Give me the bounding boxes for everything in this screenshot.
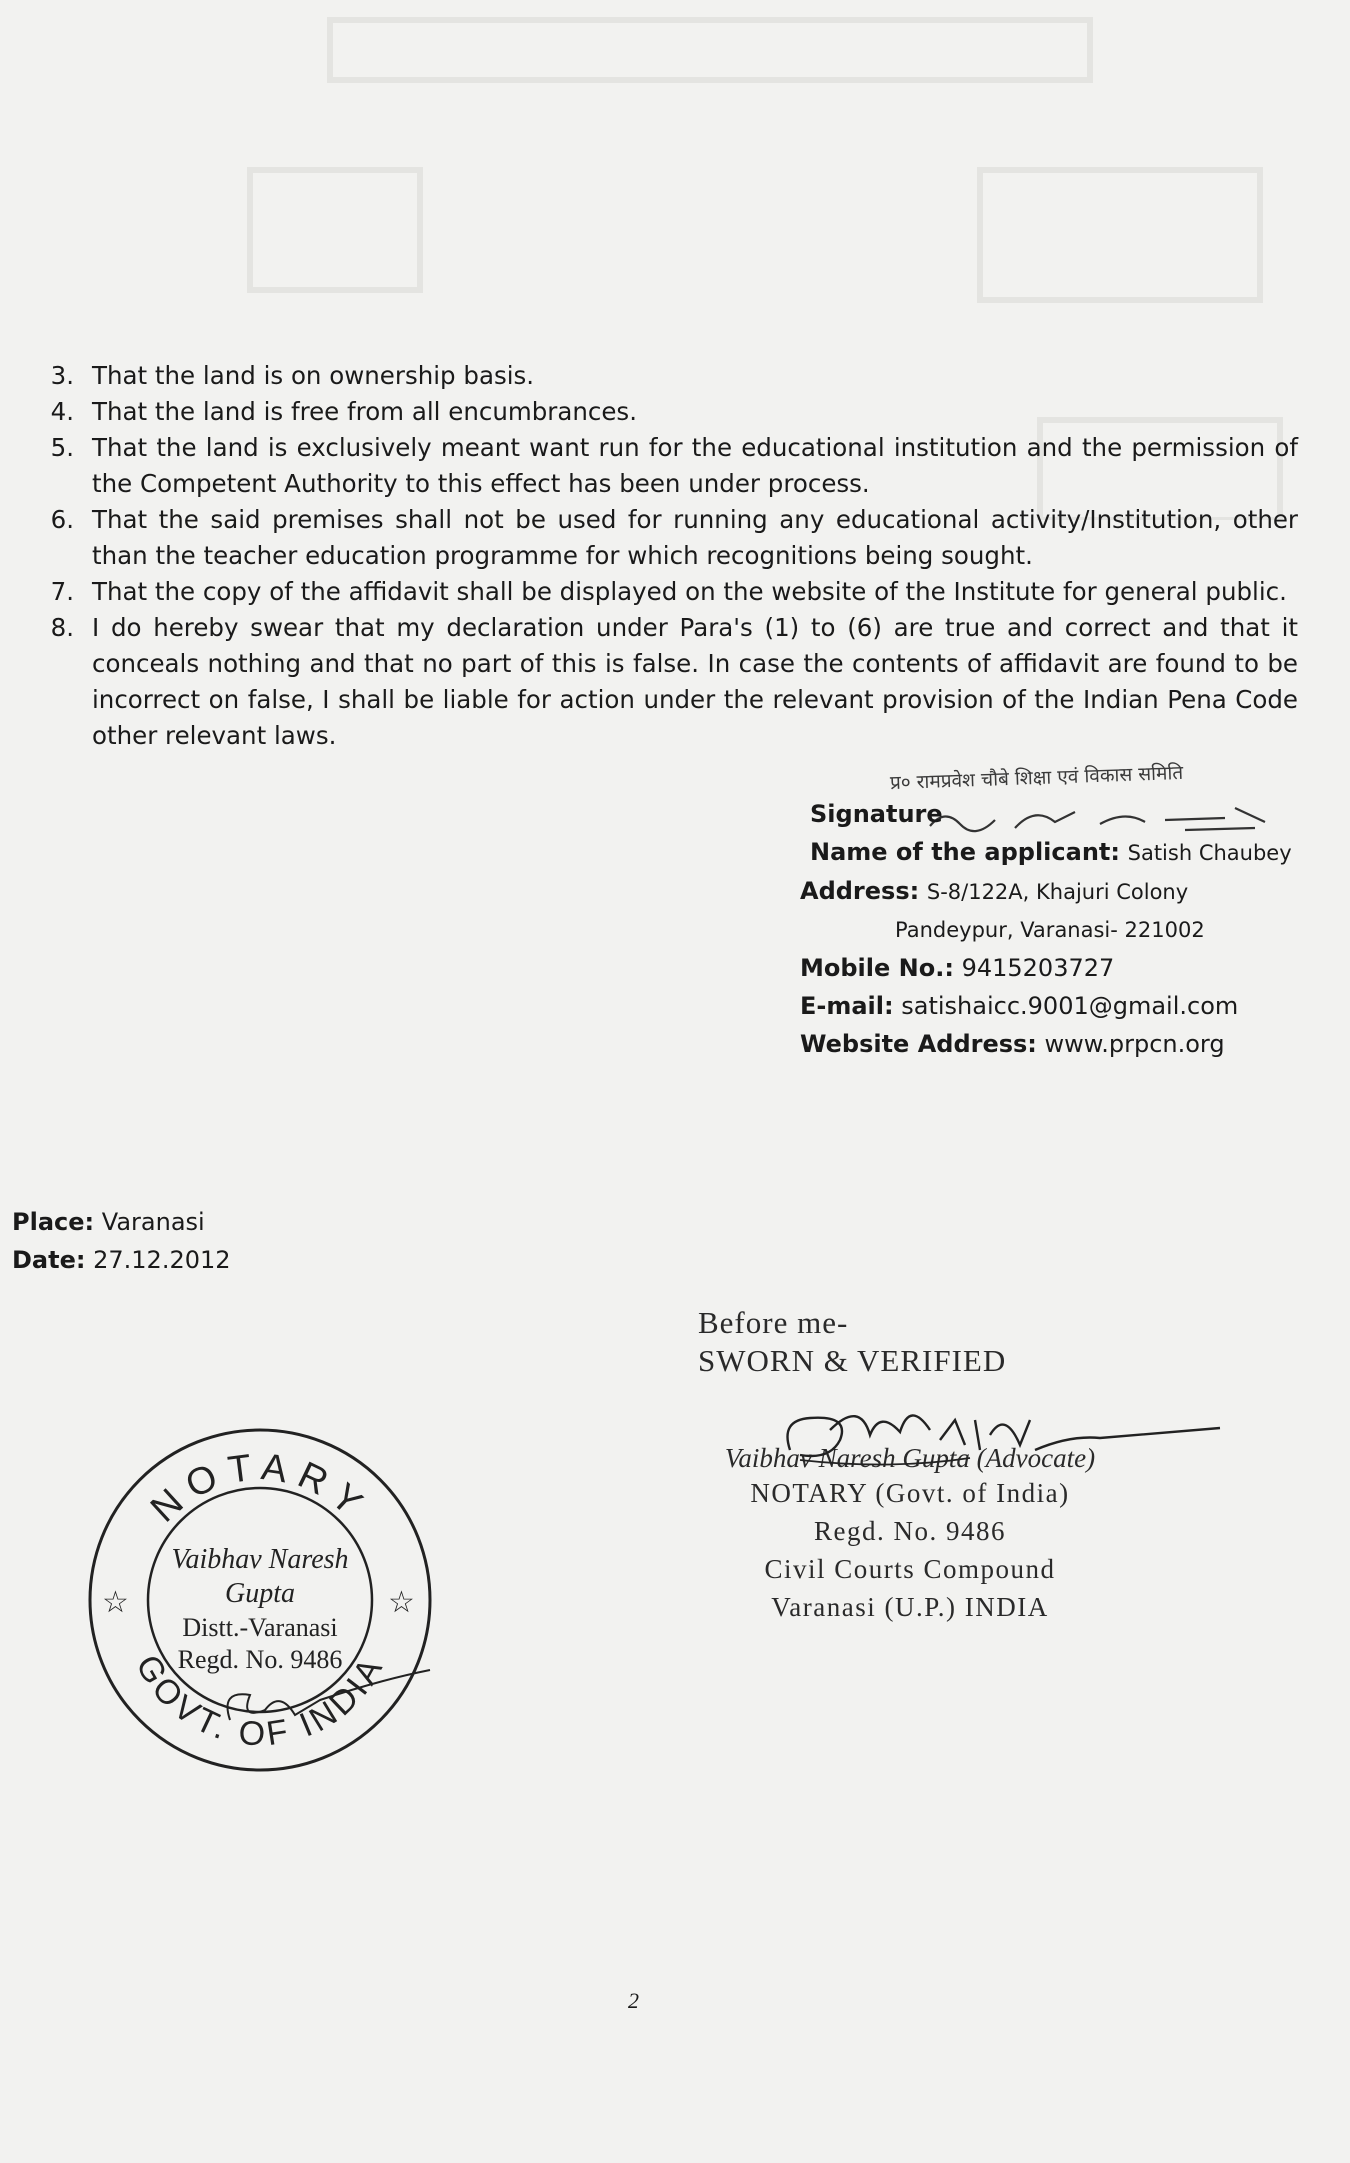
name-row <box>800 833 1292 872</box>
clause-item <box>38 502 1298 574</box>
signature-label: Signature <box>810 800 943 828</box>
notary-line-1: NOTARY (Govt. of India) <box>750 1478 1070 1508</box>
address-line2: Pandeypur, Varanasi- 221002 <box>895 918 1205 942</box>
clause-text: That the land is free from all encumbrances. <box>92 397 637 426</box>
address-label: Address: <box>800 877 920 905</box>
clause-item <box>38 358 1298 394</box>
seal-star-left-icon: ☆ <box>102 1585 129 1620</box>
mobile-row <box>800 949 1292 987</box>
clause-text: That the copy of the affidavit shall be displayed on the website of the Institute for general public. <box>92 577 1287 606</box>
sworn-verified-text: SWORN & VERIFIED <box>698 1343 1007 1378</box>
clause-number: 4. <box>50 397 74 426</box>
email-label: E-mail: <box>800 992 894 1020</box>
mobile-label: Mobile No.: <box>800 954 954 982</box>
notary-signature-scribble <box>770 1380 1230 1490</box>
email-row <box>800 987 1292 1025</box>
affidavit-clauses <box>38 358 1298 754</box>
seal-name-line2: Gupta <box>225 1578 295 1609</box>
notary-seal <box>80 1420 440 1780</box>
clause-item <box>38 394 1298 430</box>
place-label: Place: <box>12 1208 95 1236</box>
address-line1: S-8/122A, Khajuri Colony <box>926 880 1189 904</box>
address-row <box>800 872 1292 911</box>
seal-regd: Regd. No. 9486 <box>177 1645 343 1674</box>
clause-number: 3. <box>50 361 74 390</box>
notary-line-3: Civil Courts Compound <box>764 1554 1056 1584</box>
notary-advocate-name: Vaibhav Naresh Gupta (Advocate) <box>724 1443 1096 1473</box>
place-row <box>12 1203 231 1241</box>
applicant-details <box>800 795 1292 1063</box>
clause-number: 8. <box>50 613 74 642</box>
signature-row <box>800 795 1292 833</box>
clause-text: That the land is exclusively meant want run for the educational institution and the permission of the Competent Authority to this effect has been under process. <box>92 433 1298 498</box>
clause-item <box>38 430 1298 502</box>
hindi-organisation-stamp: प्र० रामप्रवेश चौबे शिक्षा एवं विकास समिति <box>889 761 1184 795</box>
website-row <box>800 1025 1292 1063</box>
before-me-text: Before me- <box>698 1305 849 1340</box>
notary-line-4: Varanasi (U.P.) INDIA <box>771 1592 1049 1622</box>
name-value: Satish Chaubey <box>1127 841 1292 865</box>
place-value: Varanasi <box>101 1208 205 1236</box>
mobile-value: 9415203727 <box>961 954 1115 982</box>
clause-text: I do hereby swear that my declaration under Para's (1) to (6) are true and correct and that it conceals nothing and that no part of this is false. In case the contents of affidavit are found to be incorrect on false, I shall be liable for action under the relevant provision of the Indian Pena Code other relevant laws. <box>92 613 1298 750</box>
place-date-block <box>12 1203 231 1279</box>
clause-item <box>38 574 1298 610</box>
seal-star-right-icon: ☆ <box>388 1585 415 1620</box>
seal-bottom-text: GOVT. OF INDIA <box>128 1648 392 1754</box>
page-number: 2 <box>628 1988 639 2013</box>
name-label: Name of the applicant: <box>810 838 1120 866</box>
notary-line-2: Regd. No. 9486 <box>814 1516 1006 1546</box>
email-value: satishaicc.9001@gmail.com <box>901 992 1239 1020</box>
seal-name-line1: Vaibhav Naresh <box>171 1544 349 1575</box>
seal-distt: Distt.-Varanasi <box>182 1613 338 1642</box>
website-label: Website Address: <box>800 1030 1037 1058</box>
clause-number: 6. <box>50 505 74 534</box>
clause-number: 7. <box>50 577 74 606</box>
date-label: Date: <box>12 1246 86 1274</box>
clause-text: That the said premises shall not be used for running any educational activity/Institution, other than the teacher education programme for which recognitions being sought. <box>92 505 1298 570</box>
clause-item <box>38 610 1298 754</box>
clause-text: That the land is on ownership basis. <box>92 361 535 390</box>
clause-number: 5. <box>50 433 74 462</box>
website-value: www.prpcn.org <box>1044 1030 1225 1058</box>
seal-top-text: NOTARY <box>143 1446 378 1531</box>
date-value: 27.12.2012 <box>93 1246 231 1274</box>
date-row <box>12 1241 231 1279</box>
